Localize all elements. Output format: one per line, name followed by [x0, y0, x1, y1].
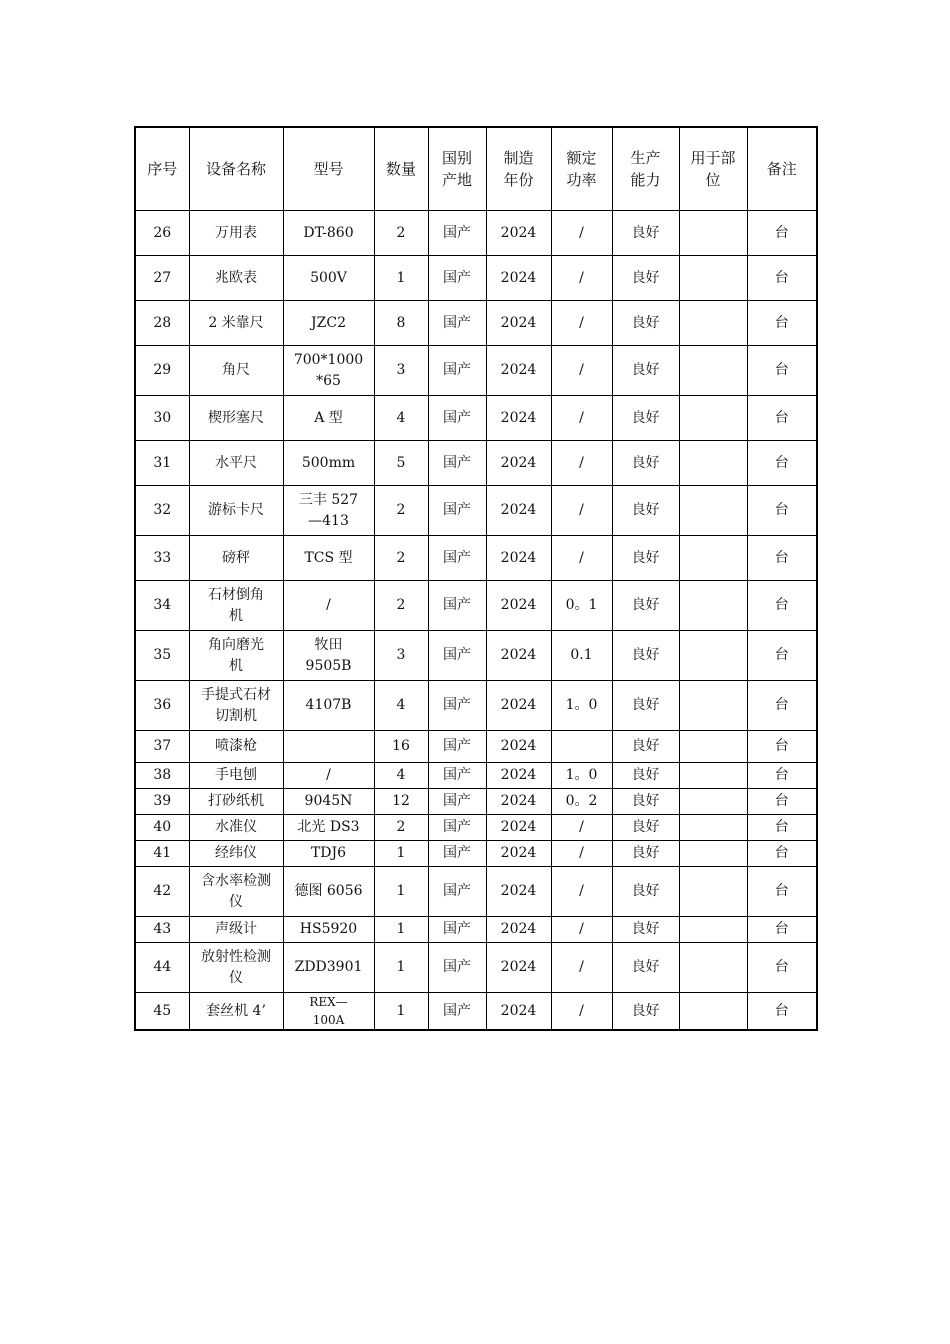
- cell-name: 水平尺: [189, 441, 283, 486]
- cell-index: 43: [135, 917, 189, 943]
- cell-power: /: [551, 301, 612, 346]
- cell-year: 2024: [486, 815, 551, 841]
- table-row: [135, 396, 817, 441]
- table-row: [135, 993, 817, 1031]
- table-row: [135, 256, 817, 301]
- cell-qty: 1: [374, 841, 428, 867]
- table-row: [135, 486, 817, 536]
- cell-name: 角尺: [189, 346, 283, 396]
- cell-name: 楔形塞尺: [189, 396, 283, 441]
- table-row: [135, 815, 817, 841]
- cell-year: 2024: [486, 396, 551, 441]
- cell-unit: 台: [747, 731, 817, 763]
- cell-index: 31: [135, 441, 189, 486]
- cell-qty: 3: [374, 346, 428, 396]
- cell-qty: 16: [374, 731, 428, 763]
- header-cell: 设备名称: [189, 127, 283, 211]
- cell-usage: [679, 681, 747, 731]
- cell-origin: 国产: [428, 211, 486, 256]
- cell-power: /: [551, 396, 612, 441]
- cell-origin: 国产: [428, 867, 486, 917]
- cell-capacity: 良好: [612, 536, 679, 581]
- cell-year: 2024: [486, 301, 551, 346]
- cell-origin: 国产: [428, 581, 486, 631]
- cell-index: 39: [135, 789, 189, 815]
- cell-power: /: [551, 211, 612, 256]
- cell-capacity: 良好: [612, 301, 679, 346]
- cell-qty: 8: [374, 301, 428, 346]
- cell-origin: 国产: [428, 917, 486, 943]
- cell-power: [551, 731, 612, 763]
- header-cell: 制造 年份: [486, 127, 551, 211]
- cell-year: 2024: [486, 256, 551, 301]
- cell-model: JZC2: [283, 301, 374, 346]
- cell-year: 2024: [486, 581, 551, 631]
- cell-model: 三丰 527 —413: [283, 486, 374, 536]
- cell-capacity: 良好: [612, 256, 679, 301]
- cell-origin: 国产: [428, 441, 486, 486]
- cell-name: 含水率检测 仪: [189, 867, 283, 917]
- cell-model: 700*1000 *65: [283, 346, 374, 396]
- cell-power: /: [551, 841, 612, 867]
- cell-name: 声级计: [189, 917, 283, 943]
- cell-capacity: 良好: [612, 631, 679, 681]
- cell-unit: 台: [747, 867, 817, 917]
- table-row: [135, 631, 817, 681]
- cell-model: 4107B: [283, 681, 374, 731]
- cell-capacity: 良好: [612, 486, 679, 536]
- cell-origin: 国产: [428, 681, 486, 731]
- cell-name: 游标卡尺: [189, 486, 283, 536]
- cell-model: 北光 DS3: [283, 815, 374, 841]
- cell-origin: 国产: [428, 536, 486, 581]
- cell-year: 2024: [486, 211, 551, 256]
- cell-name: 2 米靠尺: [189, 301, 283, 346]
- cell-index: 26: [135, 211, 189, 256]
- cell-unit: 台: [747, 789, 817, 815]
- header-cell: 生产 能力: [612, 127, 679, 211]
- cell-capacity: 良好: [612, 789, 679, 815]
- cell-unit: 台: [747, 441, 817, 486]
- table-row: [135, 943, 817, 993]
- table-row: [135, 917, 817, 943]
- cell-usage: [679, 301, 747, 346]
- cell-usage: [679, 631, 747, 681]
- cell-capacity: 良好: [612, 441, 679, 486]
- cell-index: 30: [135, 396, 189, 441]
- cell-power: /: [551, 815, 612, 841]
- cell-origin: 国产: [428, 731, 486, 763]
- table-row: [135, 867, 817, 917]
- cell-model: DT-860: [283, 211, 374, 256]
- cell-year: 2024: [486, 993, 551, 1031]
- cell-usage: [679, 789, 747, 815]
- cell-capacity: 良好: [612, 581, 679, 631]
- cell-name: 打砂纸机: [189, 789, 283, 815]
- cell-index: 37: [135, 731, 189, 763]
- cell-usage: [679, 815, 747, 841]
- cell-model: TCS 型: [283, 536, 374, 581]
- cell-unit: 台: [747, 211, 817, 256]
- cell-qty: 2: [374, 486, 428, 536]
- cell-year: 2024: [486, 763, 551, 789]
- cell-power: /: [551, 917, 612, 943]
- cell-unit: 台: [747, 917, 817, 943]
- cell-unit: 台: [747, 993, 817, 1031]
- cell-index: 45: [135, 993, 189, 1031]
- cell-usage: [679, 943, 747, 993]
- cell-capacity: 良好: [612, 867, 679, 917]
- header-cell: 备注: [747, 127, 817, 211]
- table-row: [135, 841, 817, 867]
- cell-unit: 台: [747, 346, 817, 396]
- cell-power: /: [551, 441, 612, 486]
- table-row: [135, 731, 817, 763]
- cell-usage: [679, 396, 747, 441]
- cell-capacity: 良好: [612, 396, 679, 441]
- cell-origin: 国产: [428, 346, 486, 396]
- table-header-row: [135, 127, 817, 211]
- table-row: [135, 681, 817, 731]
- cell-model: TDJ6: [283, 841, 374, 867]
- cell-usage: [679, 993, 747, 1031]
- cell-qty: 2: [374, 815, 428, 841]
- cell-unit: 台: [747, 581, 817, 631]
- table-row: [135, 441, 817, 486]
- cell-index: 44: [135, 943, 189, 993]
- cell-name: 磅秤: [189, 536, 283, 581]
- cell-capacity: 良好: [612, 993, 679, 1031]
- cell-unit: 台: [747, 301, 817, 346]
- cell-unit: 台: [747, 396, 817, 441]
- cell-year: 2024: [486, 346, 551, 396]
- cell-origin: 国产: [428, 301, 486, 346]
- cell-qty: 1: [374, 256, 428, 301]
- header-cell: 序号: [135, 127, 189, 211]
- cell-power: 1。0: [551, 763, 612, 789]
- cell-origin: 国产: [428, 841, 486, 867]
- header-cell: 用于部 位: [679, 127, 747, 211]
- cell-index: 27: [135, 256, 189, 301]
- cell-name: 万用表: [189, 211, 283, 256]
- cell-usage: [679, 486, 747, 536]
- cell-qty: 2: [374, 211, 428, 256]
- table-body: [135, 211, 817, 1031]
- cell-qty: 1: [374, 943, 428, 993]
- cell-capacity: 良好: [612, 731, 679, 763]
- cell-power: /: [551, 486, 612, 536]
- cell-usage: [679, 917, 747, 943]
- cell-capacity: 良好: [612, 211, 679, 256]
- cell-index: 42: [135, 867, 189, 917]
- cell-capacity: 良好: [612, 815, 679, 841]
- cell-index: 40: [135, 815, 189, 841]
- cell-origin: 国产: [428, 789, 486, 815]
- cell-year: 2024: [486, 789, 551, 815]
- cell-model: REX— 100A: [283, 993, 374, 1031]
- cell-index: 32: [135, 486, 189, 536]
- cell-power: 0。1: [551, 581, 612, 631]
- cell-qty: 4: [374, 763, 428, 789]
- table-row: [135, 789, 817, 815]
- cell-power: /: [551, 536, 612, 581]
- cell-qty: 2: [374, 581, 428, 631]
- cell-index: 28: [135, 301, 189, 346]
- cell-year: 2024: [486, 536, 551, 581]
- cell-power: 0.1: [551, 631, 612, 681]
- cell-model: /: [283, 581, 374, 631]
- cell-index: 33: [135, 536, 189, 581]
- cell-usage: [679, 211, 747, 256]
- equipment-table: [134, 126, 818, 1031]
- cell-usage: [679, 346, 747, 396]
- cell-usage: [679, 256, 747, 301]
- cell-usage: [679, 536, 747, 581]
- cell-origin: 国产: [428, 631, 486, 681]
- cell-power: 0。2: [551, 789, 612, 815]
- cell-name: 角向磨光 机: [189, 631, 283, 681]
- cell-year: 2024: [486, 917, 551, 943]
- cell-name: 兆欧表: [189, 256, 283, 301]
- cell-origin: 国产: [428, 396, 486, 441]
- header-cell: 额定 功率: [551, 127, 612, 211]
- cell-qty: 4: [374, 396, 428, 441]
- cell-model: A 型: [283, 396, 374, 441]
- cell-qty: 3: [374, 631, 428, 681]
- cell-model: 500V: [283, 256, 374, 301]
- cell-unit: 台: [747, 681, 817, 731]
- cell-year: 2024: [486, 867, 551, 917]
- cell-year: 2024: [486, 441, 551, 486]
- cell-model: 德图 6056: [283, 867, 374, 917]
- cell-year: 2024: [486, 631, 551, 681]
- cell-name: 水准仪: [189, 815, 283, 841]
- cell-power: /: [551, 943, 612, 993]
- cell-origin: 国产: [428, 943, 486, 993]
- table-row: [135, 211, 817, 256]
- cell-index: 38: [135, 763, 189, 789]
- cell-usage: [679, 731, 747, 763]
- cell-origin: 国产: [428, 486, 486, 536]
- cell-unit: 台: [747, 841, 817, 867]
- cell-year: 2024: [486, 731, 551, 763]
- header-cell: 数量: [374, 127, 428, 211]
- cell-origin: 国产: [428, 256, 486, 301]
- cell-unit: 台: [747, 486, 817, 536]
- cell-model: ZDD3901: [283, 943, 374, 993]
- cell-usage: [679, 581, 747, 631]
- cell-year: 2024: [486, 681, 551, 731]
- cell-name: 经纬仪: [189, 841, 283, 867]
- cell-name: 手提式石材 切割机: [189, 681, 283, 731]
- cell-index: 34: [135, 581, 189, 631]
- header-cell: 型号: [283, 127, 374, 211]
- cell-name: 手电刨: [189, 763, 283, 789]
- cell-capacity: 良好: [612, 763, 679, 789]
- cell-unit: 台: [747, 631, 817, 681]
- table-row: [135, 536, 817, 581]
- cell-qty: 1: [374, 917, 428, 943]
- cell-qty: 1: [374, 867, 428, 917]
- cell-power: /: [551, 346, 612, 396]
- cell-model: 牧田 9505B: [283, 631, 374, 681]
- cell-qty: 4: [374, 681, 428, 731]
- cell-year: 2024: [486, 486, 551, 536]
- table-row: [135, 581, 817, 631]
- cell-qty: 12: [374, 789, 428, 815]
- cell-power: 1。0: [551, 681, 612, 731]
- cell-model: 9045N: [283, 789, 374, 815]
- cell-origin: 国产: [428, 815, 486, 841]
- cell-unit: 台: [747, 943, 817, 993]
- table-row: [135, 301, 817, 346]
- cell-usage: [679, 441, 747, 486]
- cell-capacity: 良好: [612, 943, 679, 993]
- cell-qty: 5: [374, 441, 428, 486]
- cell-model: /: [283, 763, 374, 789]
- cell-origin: 国产: [428, 763, 486, 789]
- cell-model: 500mm: [283, 441, 374, 486]
- cell-name: 放射性检测 仪: [189, 943, 283, 993]
- cell-name: 石材倒角 机: [189, 581, 283, 631]
- table-row: [135, 346, 817, 396]
- cell-capacity: 良好: [612, 841, 679, 867]
- cell-usage: [679, 841, 747, 867]
- cell-index: 35: [135, 631, 189, 681]
- cell-unit: 台: [747, 536, 817, 581]
- cell-name: 喷漆枪: [189, 731, 283, 763]
- cell-unit: 台: [747, 763, 817, 789]
- cell-capacity: 良好: [612, 681, 679, 731]
- table-row: [135, 763, 817, 789]
- cell-unit: 台: [747, 815, 817, 841]
- cell-year: 2024: [486, 841, 551, 867]
- cell-power: /: [551, 256, 612, 301]
- cell-power: /: [551, 993, 612, 1031]
- cell-qty: 1: [374, 993, 428, 1031]
- cell-index: 36: [135, 681, 189, 731]
- cell-usage: [679, 763, 747, 789]
- cell-model: HS5920: [283, 917, 374, 943]
- cell-capacity: 良好: [612, 346, 679, 396]
- header-cell: 国别 产地: [428, 127, 486, 211]
- cell-year: 2024: [486, 943, 551, 993]
- cell-usage: [679, 867, 747, 917]
- cell-capacity: 良好: [612, 917, 679, 943]
- cell-index: 29: [135, 346, 189, 396]
- cell-unit: 台: [747, 256, 817, 301]
- cell-origin: 国产: [428, 993, 486, 1031]
- cell-index: 41: [135, 841, 189, 867]
- cell-model: [283, 731, 374, 763]
- cell-qty: 2: [374, 536, 428, 581]
- cell-power: /: [551, 867, 612, 917]
- cell-name: 套丝机 4’: [189, 993, 283, 1031]
